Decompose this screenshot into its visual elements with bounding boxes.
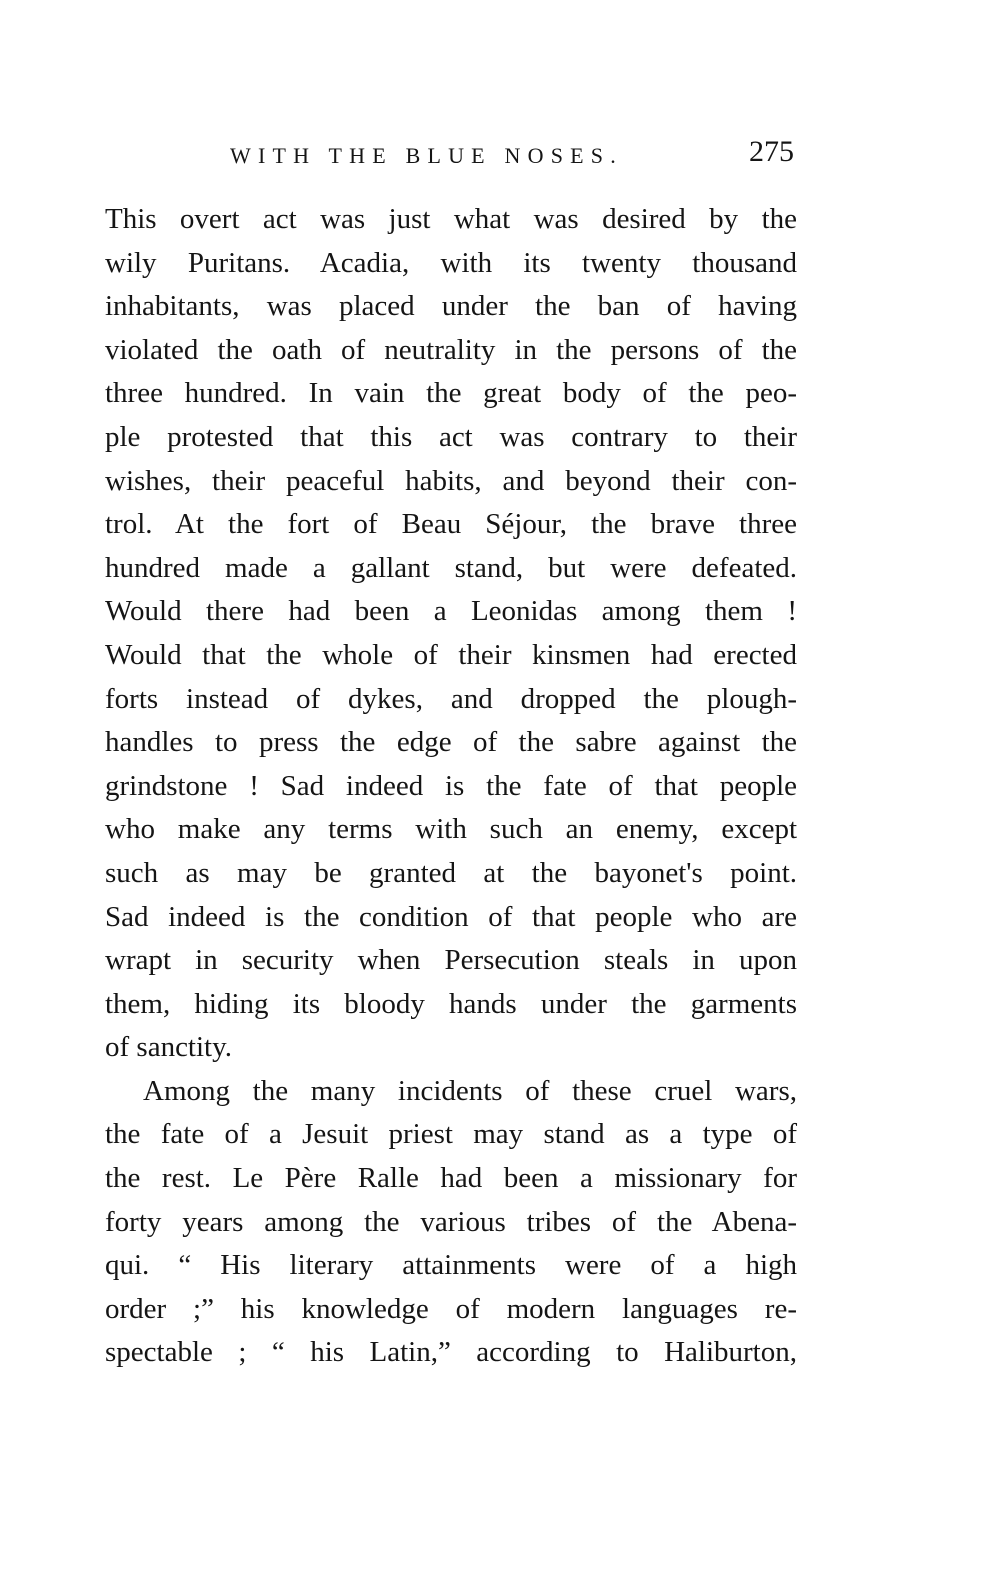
running-head: [108, 135, 798, 180]
text-line: three hundred. In vain the great body of the peo-: [105, 377, 797, 410]
running-title: WITH THE BLUE NOSES.: [230, 143, 623, 168]
paragraph-1: [105, 198, 797, 1070]
text-line: who make any terms with such an enemy, except: [105, 813, 797, 846]
text-line: violated the oath of neutrality in the persons of the: [105, 333, 797, 366]
text-line: the rest. Le Père Ralle had been a missionary for: [105, 1162, 797, 1195]
text-line: Sad indeed is the condition of that people who are: [105, 900, 797, 933]
text-line: wily Puritans. Acadia, with its twenty thousand: [105, 246, 797, 279]
text-line: them, hiding its bloody hands under the garments: [105, 987, 797, 1020]
text-line: wishes, their peaceful habits, and beyond their con-: [105, 464, 797, 497]
text-line: This overt act was just what was desired by the: [105, 203, 797, 235]
text-line: the fate of a Jesuit priest may stand as a type of: [105, 1118, 797, 1151]
text-line: ple protested that this act was contrary to their: [105, 420, 797, 453]
text-line: forts instead of dykes, and dropped the plough-: [105, 682, 797, 715]
text-line: wrapt in security when Persecution steals in upon: [105, 944, 797, 977]
text-line: inhabitants, was placed under the ban of having: [105, 290, 797, 323]
paragraph-2: [105, 1070, 797, 1375]
text-line: qui. “ His literary attainments were of a high: [105, 1249, 797, 1282]
text-line: Among the many incidents of these cruel wars,: [143, 1074, 797, 1107]
text-line: handles to press the edge of the sabre against the: [105, 726, 797, 759]
text-line: such as may be granted at the bayonet's point.: [105, 856, 797, 889]
text-line: Would there had been a Leonidas among them !: [105, 595, 797, 628]
text-line: trol. At the fort of Beau Séjour, the brave three: [105, 508, 797, 541]
text-line: grindstone ! Sad indeed is the fate of that people: [105, 769, 797, 802]
body-text: [105, 198, 797, 1375]
text-line: Would that the whole of their kinsmen had erected: [105, 638, 797, 671]
text-line: spectable ; “ his Latin,” according to Haliburton,: [105, 1336, 797, 1369]
text-line: of sanctity.: [105, 1031, 232, 1064]
text-line: hundred made a gallant stand, but were defeated.: [105, 551, 797, 584]
text-line: order ;” his knowledge of modern languages re-: [105, 1292, 797, 1325]
text-line: forty years among the various tribes of the Abena-: [105, 1205, 797, 1238]
page-number: 275: [749, 135, 794, 168]
